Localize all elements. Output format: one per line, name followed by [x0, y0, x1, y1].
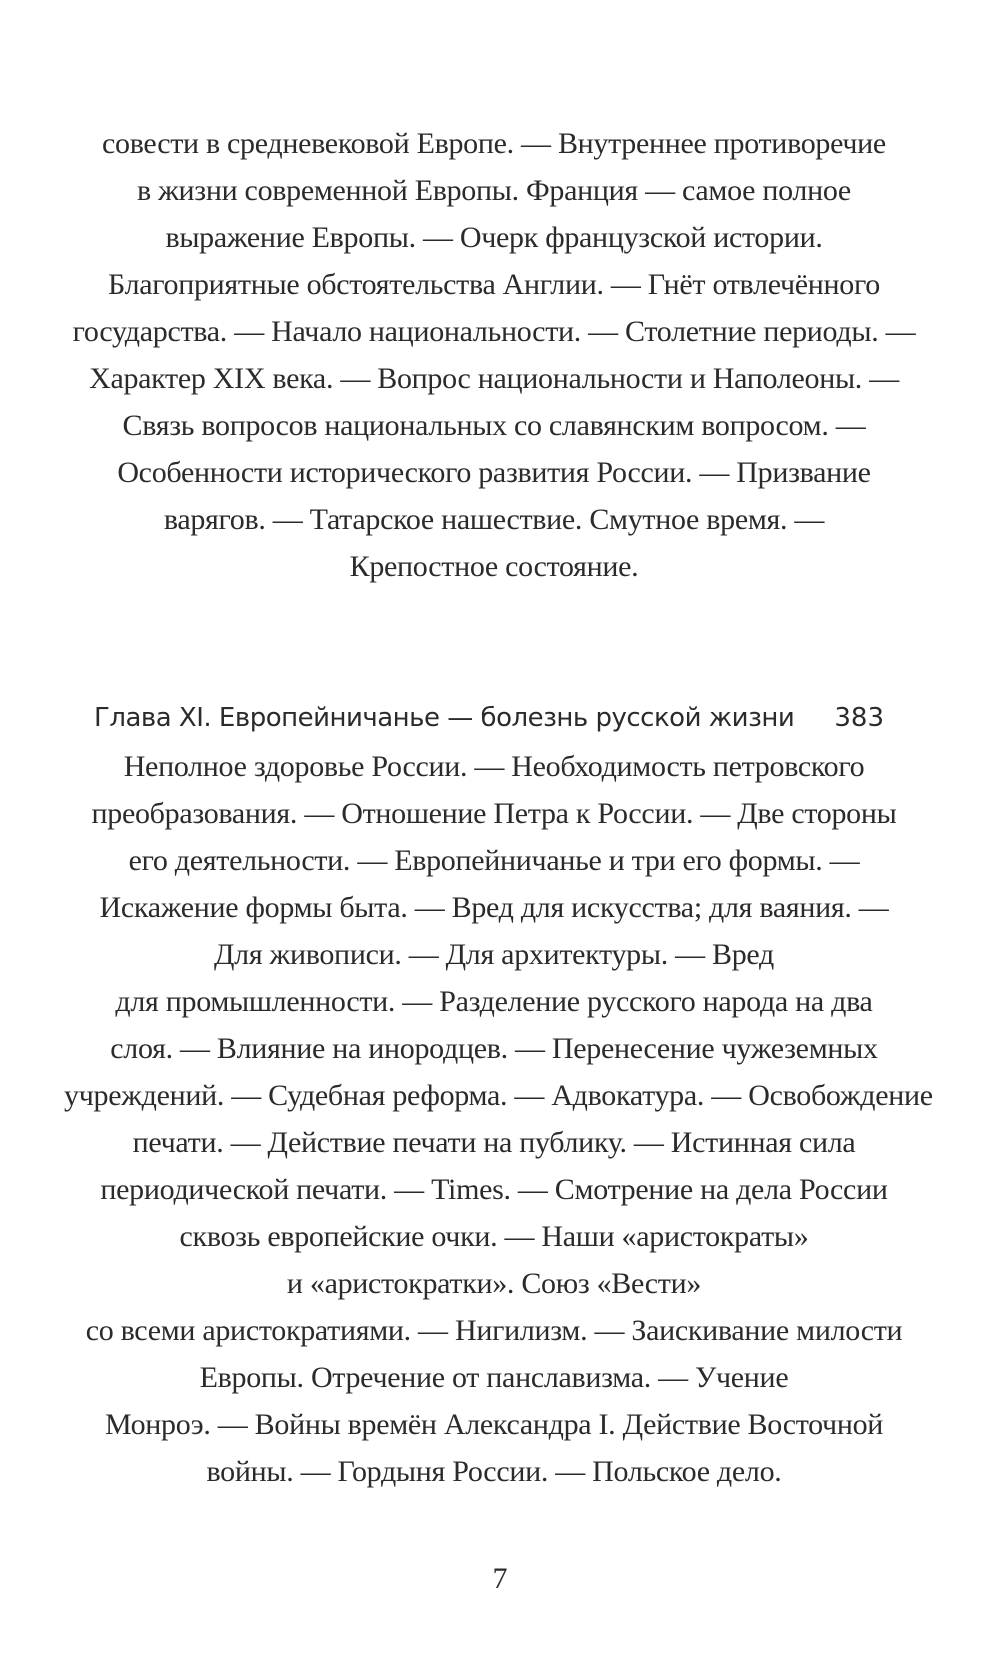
- summary-line: совести в средневековой Европе. — Внутреннее противоречие: [102, 127, 886, 160]
- summary-line: выражение Европы. — Очерк французской истории.: [165, 221, 823, 254]
- summary-line: Крепостное состояние.: [349, 550, 639, 583]
- summary-line: и «аристократки». Союз «Вести»: [286, 1267, 702, 1300]
- chapter-heading: [64, 695, 924, 743]
- summary-line: войны. — Гордыня России. — Польское дело.: [206, 1455, 782, 1488]
- summary-line: преобразования. — Отношение Петра к России. — Две стороны: [91, 797, 897, 830]
- summary-line: сквозь европейские очки. — Наши «аристократы»: [179, 1220, 809, 1253]
- summary-line: со всеми аристократиями. — Нигилизм. — Заискивание милости: [85, 1314, 903, 1347]
- summary-line: печати. — Действие печати на публику. — Истинная сила: [132, 1126, 856, 1159]
- summary-line: Европы. Отречение от панславизма. — Учение: [199, 1361, 789, 1394]
- summary-line: Связь вопросов национальных со славянским вопросом. —: [122, 409, 866, 442]
- summary-line: Характер XIX века. — Вопрос национальности и Наполеоны. —: [89, 362, 899, 395]
- summary-line: Особенности исторического развития России. — Призвание: [117, 456, 871, 489]
- summary-line: Для живописи. — Для архитектуры. — Вред: [213, 938, 775, 971]
- page-number: 7: [492, 1562, 508, 1595]
- summary-line: Искажение формы быта. — Вред для искусства; для ваяния. —: [99, 891, 889, 924]
- summary-line: Неполное здоровье России. — Необходимость петровского: [123, 750, 865, 783]
- summary-line: государства. — Начало национальности. — Столетние периоды. —: [72, 315, 916, 348]
- chapter-title: Глава XI. Европейничанье — болезнь русской жизни: [94, 703, 795, 733]
- summary-line: его деятельности. — Европейничанье и три его формы. —: [128, 844, 860, 877]
- summary-line: Благоприятные обстоятельства Англии. — Гнёт отвлечённого: [108, 268, 880, 301]
- summary-line: для промышленности. — Разделение русского народа на два: [115, 985, 873, 1018]
- summary-line: варягов. — Татарское нашествие. Смутное время. —: [163, 503, 825, 536]
- chapter-11-entry: [64, 695, 933, 1495]
- previous-chapter-summary: [64, 120, 924, 590]
- summary-line: в жизни современной Европы. Франция — самое полное: [137, 174, 851, 207]
- summary-line: слоя. — Влияние на инородцев. — Перенесение чужеземных: [110, 1032, 878, 1065]
- summary-line: периодической печати. — Times. — Смотрение на дела России: [100, 1173, 888, 1206]
- summary-line: Монроэ. — Войны времён Александра I. Действие Восточной: [104, 1408, 884, 1441]
- summary-line: учреждений. — Судебная реформа. — Адвокатура. — Освобождение: [64, 1079, 933, 1112]
- chapter-page-number: 383: [834, 703, 884, 733]
